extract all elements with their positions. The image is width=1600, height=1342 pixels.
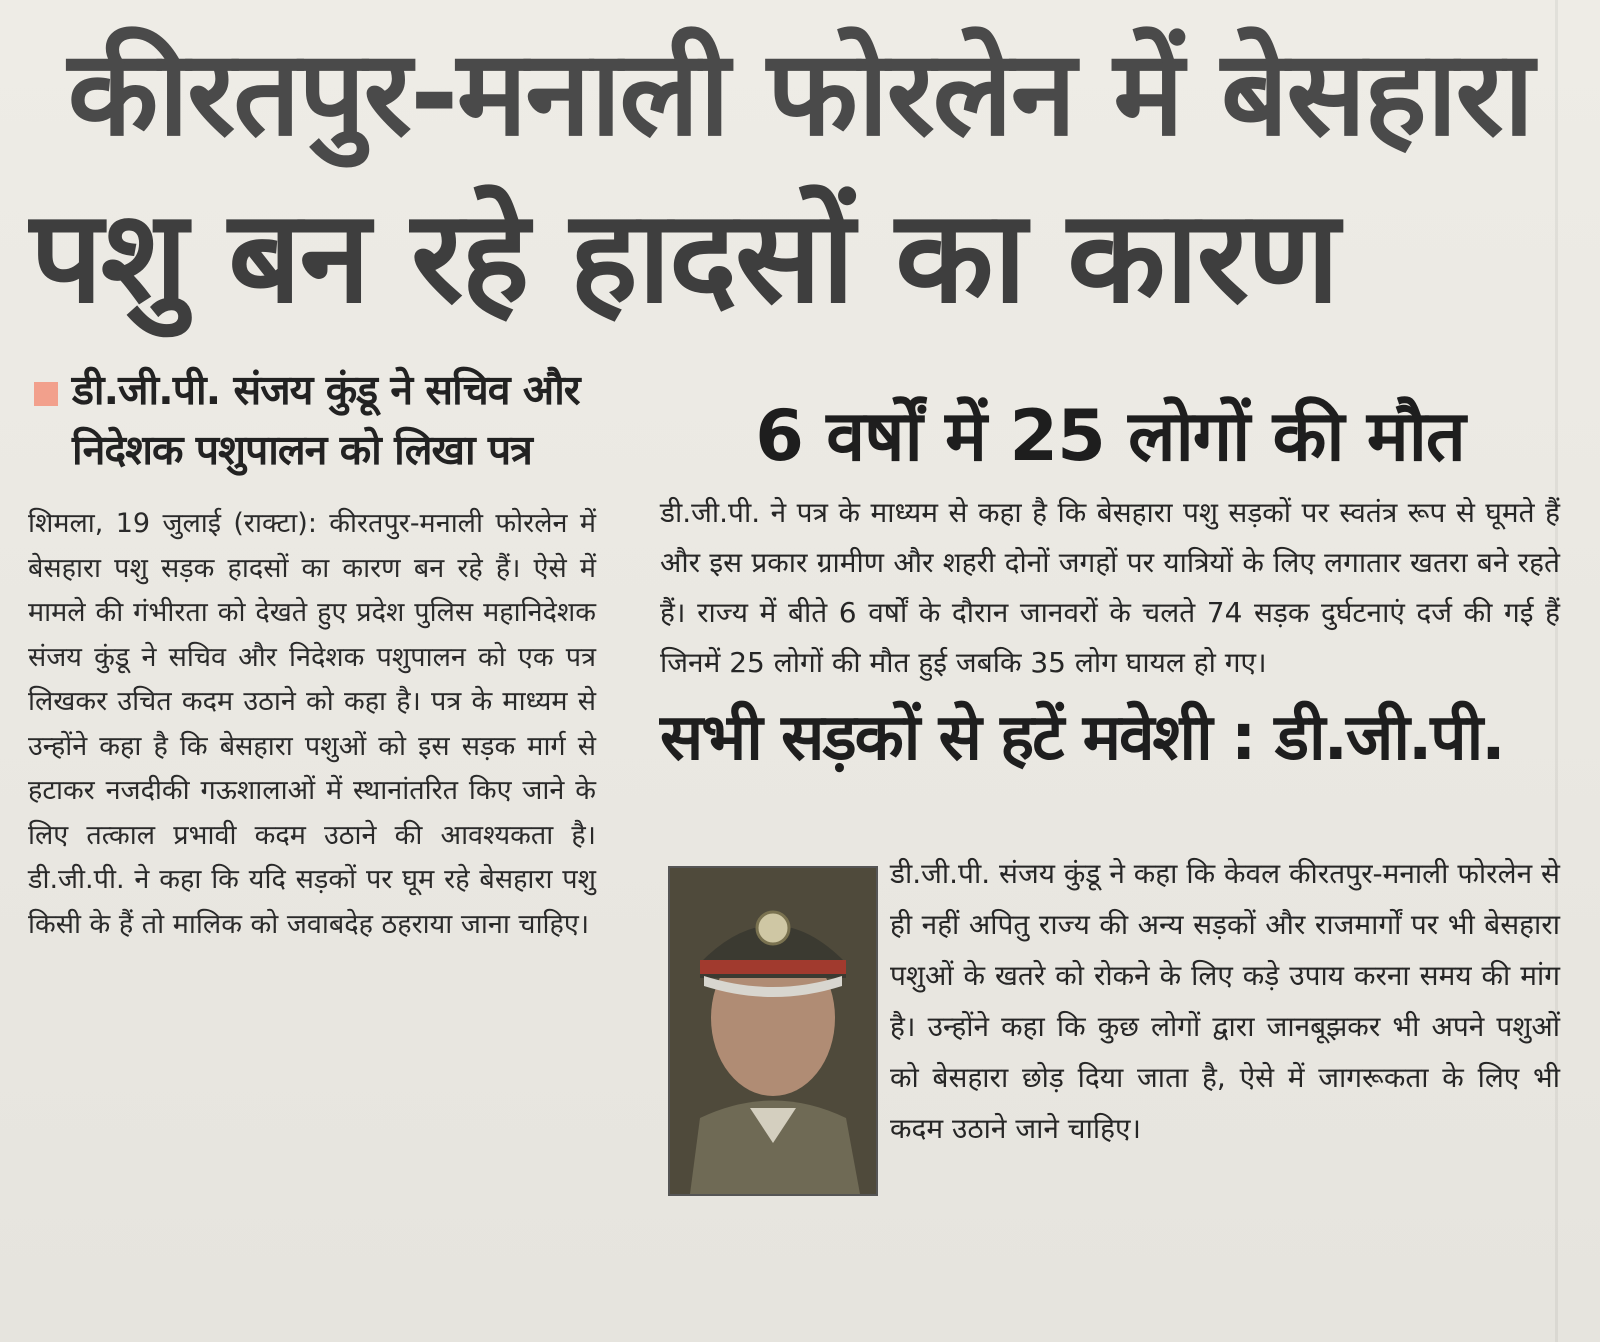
article-body-left: शिमला, 19 जुलाई (राक्टा): कीरतपुर-मनाली फोरलेन में बेसहारा पशु सड़क हादसों का कारण बन रहे हैं। ऐसे में मामले की गंभीरता को देखते हुए प्रदेश पुलिस महानिदेशक संजय कुंडू ने सचिव और निदेशक पशुपालन को एक पत्र लिखकर उचित कदम उठाने को कहा है। पत्र के माध्यम से उन्होंने कहा है कि बेसहारा पशुओं को इस सड़क मार्ग से हटाकर नजदीकी गऊशालाओं में स्थानांतरित किए जाने के लिए तत्काल प्रभावी कदम उठाने की आवश्यकता है। डी.जी.पी. ने कहा कि यदि सड़कों पर घूम रहे बेसहारा पशु किसी के हैं तो मालिक को जवाबदेह ठहराया जाना चाहिए।: [28, 508, 596, 940]
sub-headline: [28, 360, 596, 480]
dgp-portrait-photo: [668, 866, 878, 1196]
headline-line-1: कीरतपुर-मनाली फोरलेन में बेसहारा: [67, 24, 1533, 162]
section-heading-deaths: 6 वर्षों में 25 लोगों की मौत: [755, 395, 1465, 477]
article-body-deaths: डी.जी.पी. ने पत्र के माध्यम से कहा है कि बेसहारा पशु सड़कों पर स्वतंत्र रूप से घूमते हैं और इस प्रकार ग्रामीण और शहरी दोनों जगहों पर यात्रियों के लिए लगातार खतरा बने रहते हैं। राज्य में बीते 6 वर्षों के दौरान जानवरों के चलते 74 सड़क दुर्घटनाएं दर्ज की गई हैं जिनमें 25 लोगों की मौत हुई जबकि 35 लोग घायल हो गए।: [660, 496, 1560, 679]
article-body-remove-cattle-text: डी.जी.पी. संजय कुंडू ने कहा कि केवल कीरतपुर-मनाली फोरलेन से ही नहीं अपितु राज्य की अन्य सड़कों और राजमार्गों पर भी बेसहारा पशुओं के खतरे को रोकने के लिए कड़े उपाय करना समय की मांग है। उन्होंने कहा कि कुछ लोगों द्वारा जानबूझकर भी अपने पशुओं को बेसहारा छोड़ दिया जाता है, ऐसे में जागरूकता के लिए भी कदम उठाने जाने चाहिए।: [890, 857, 1560, 1145]
right-column: [660, 390, 1560, 784]
bullet-square-icon: [34, 382, 58, 406]
section-heading-remove-cattle: सभी सड़कों से हटें मवेशी : डी.जी.पी.: [660, 701, 1504, 775]
headline-line-2: पशु बन रहे हादसों का कारण: [30, 183, 1338, 332]
left-column: [28, 360, 596, 947]
page-edge-mark: [1555, 0, 1558, 1342]
officer-portrait-icon: [670, 868, 876, 1194]
sub-headline-text: डी.जी.पी. संजय कुंडू ने सचिव और निदेशक पशुपालन को लिखा पत्र: [72, 366, 580, 474]
